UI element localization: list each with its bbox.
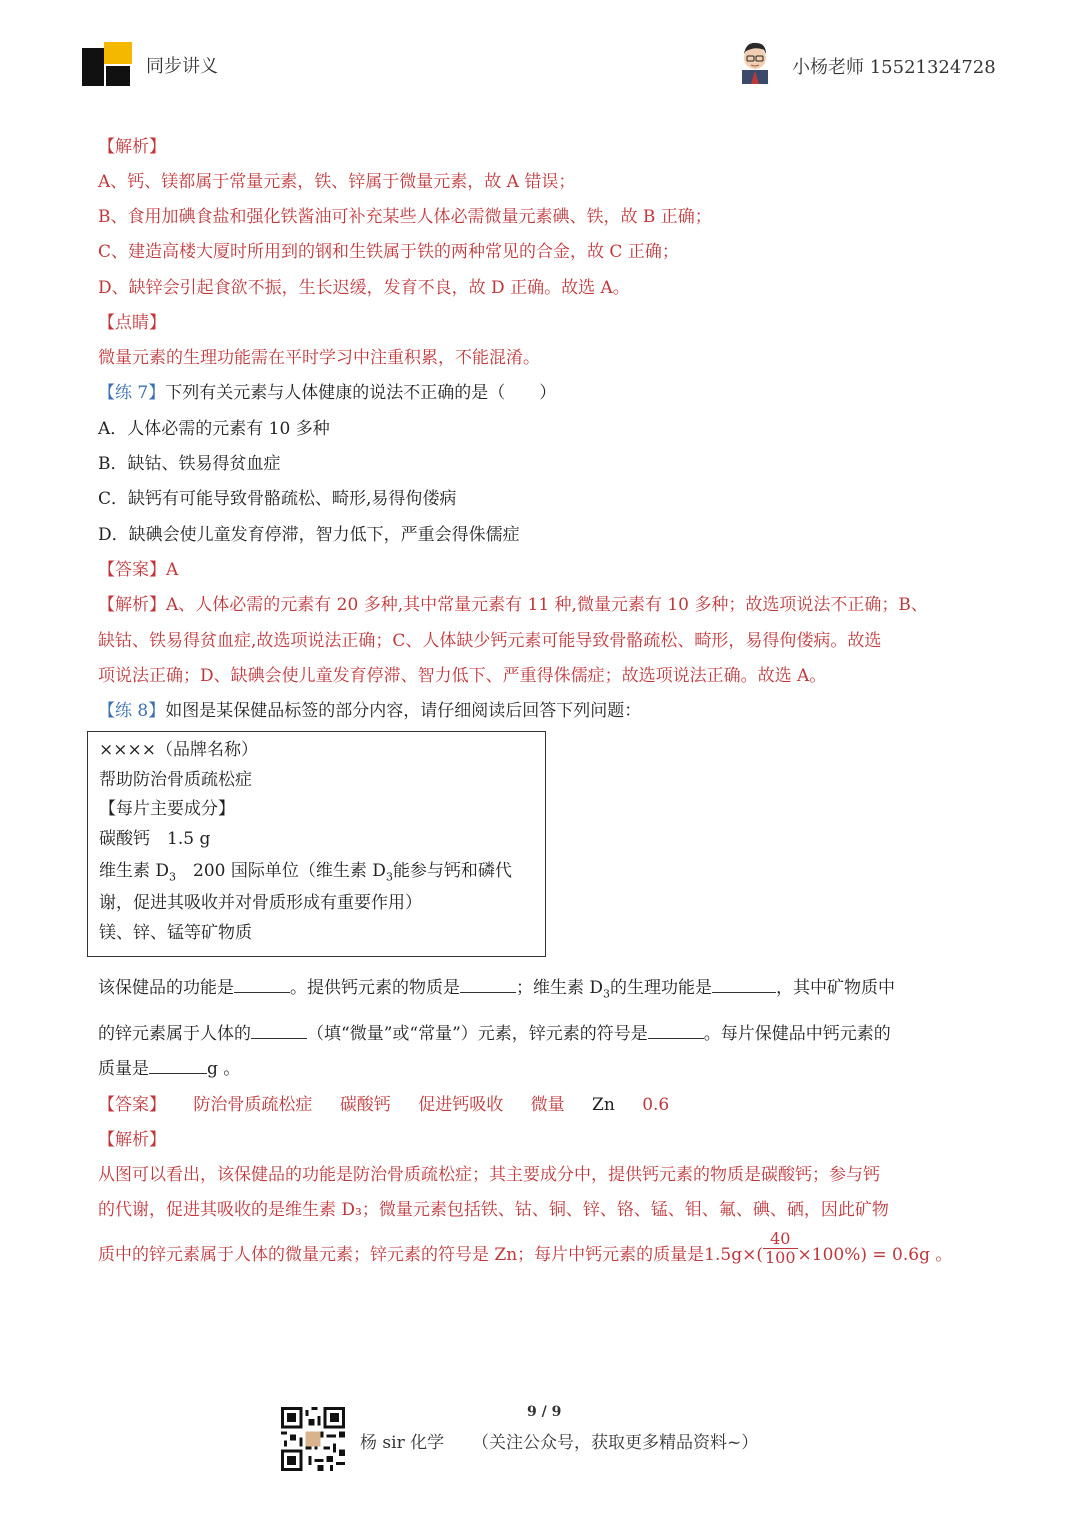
question-8-stem <box>98 700 641 722</box>
answer-tag: 【答案】 <box>98 560 166 580</box>
label-minerals: 镁、锌、锰等矿物质 <box>99 923 252 943</box>
answer-value: 碳酸钙 <box>339 1095 391 1115</box>
answer-blank[interactable] <box>251 1022 307 1039</box>
question-8-text: 如图是某保健品标签的部分内容，请仔细阅读后回答下列问题： <box>165 701 642 721</box>
answer-blank[interactable] <box>234 976 290 993</box>
fill-line-3: 质量是 g 。 <box>98 1059 241 1079</box>
page-number: 9 / 9 <box>527 1404 562 1420</box>
option-d: D．缺碘会使儿童发育停滞，智力低下，严重会得侏儒症 <box>98 525 520 545</box>
analysis-line: A、钙、镁都属于常量元素，铁、锌属于微量元素，故 A 错误； <box>98 172 576 192</box>
analysis-line: 缺钴、铁易得贫血症,故选项说法正确；C、人体缺少钙元素可能导致骨骼疏松、畸形，易得佝偻病。故选 <box>98 631 882 651</box>
analysis-tag: 【解析】 <box>98 595 166 615</box>
answer-tag: 【答案】 <box>98 1095 166 1115</box>
tip-tag: 【点睛】 <box>98 313 166 333</box>
answer-blank[interactable] <box>712 976 776 993</box>
teacher-contact: 小杨老师 15521324728 <box>792 57 996 78</box>
analysis-tag: 【解析】 <box>98 1130 166 1150</box>
label-calcium: 碳酸钙 1.5 g <box>99 829 211 849</box>
answer-value: 微量 <box>530 1095 565 1115</box>
option-b: B．缺钴、铁易得贫血症 <box>98 454 281 474</box>
vitamin-d-subscript: 3 <box>169 870 177 884</box>
question-7-tag: 【练 7】 <box>98 383 166 403</box>
answer-value: 防治骨质疏松症 <box>193 1095 313 1115</box>
analysis-line: B、食用加碘食盐和强化铁酱油可补充某些人体必需微量元素碘、铁，故 B 正确； <box>98 207 712 227</box>
header-title: 同步讲义 <box>146 56 218 77</box>
fill-line-1: 该保健品的功能是 。提供钙元素的物质是 ；维生素 $D_3$的生理功能是 ，其中矿物质中 <box>98 978 896 1001</box>
vitamin-d-name: 维生素 D <box>99 861 170 881</box>
qr-code-icon <box>281 1407 345 1471</box>
label-vitamin-d <box>99 860 512 888</box>
analysis-line: 项说法正确；D、缺碘会使儿童发育停滞、智力低下、严重得侏儒症；故选项说法正确。故选 A。 <box>98 666 827 686</box>
teacher-avatar-icon <box>736 38 774 84</box>
answer-blank[interactable] <box>149 1057 207 1074</box>
footer-account: 杨 sir 化学 <box>360 1433 445 1453</box>
question-7-text: 下列有关元素与人体健康的说法不正确的是（ ） <box>165 383 557 403</box>
label-use: 帮助防治骨质疏松症 <box>99 770 252 790</box>
question-8-tag: 【练 8】 <box>98 701 166 721</box>
tip-text: 微量元素的生理功能需在平时学习中注重积累，不能混淆。 <box>98 348 540 368</box>
answer-value: 0.6 <box>642 1095 670 1115</box>
formula-suffix: ×100%) = 0.6g 。 <box>797 1245 953 1265</box>
brand-logo <box>82 42 134 86</box>
answer-value: A <box>166 560 179 580</box>
option-a: A．人体必需的元素有 10 多种 <box>98 419 330 439</box>
analysis-line: C、建造高楼大厦时所用到的钢和生铁属于铁的两种常见的合金，故 C 正确； <box>98 242 679 262</box>
fill-line-2: 的锌元素属于人体的 （填“微量”或“常量”）元素，锌元素的符号是 。每片保健品中钙元素的 <box>98 1024 891 1044</box>
analysis-line: 从图可以看出，该保健品的功能是防治骨质疏松症；其主要成分中，提供钙元素的物质是碳酸钙；参与钙 <box>98 1165 880 1185</box>
question-7-answer <box>98 559 178 581</box>
analysis-line: 的代谢，促进其吸收的是维生素 D₃；微量元素包括铁、钴、铜、锌、铬、锰、钼、氟、碘、硒，因此矿物 <box>98 1200 889 1220</box>
vitamin-d-text: 200 国际单位（维生素 D <box>176 861 386 881</box>
label-ingredients-title: 【每片主要成分】 <box>99 799 235 819</box>
answer-blank[interactable] <box>460 976 516 993</box>
answer-blank[interactable] <box>648 1022 704 1039</box>
question-8-answer <box>98 1094 669 1116</box>
footer-note: （关注公众号，获取更多精品资料~） <box>472 1433 759 1453</box>
label-brand: ××××（品牌名称） <box>99 740 258 760</box>
analysis-line: A、人体必需的元素有 20 多种,其中常量元素有 11 种,微量元素有 10 多种；故选项说法不正确；B、 <box>166 595 928 615</box>
question-7-stem <box>98 382 556 404</box>
analysis-line-formula: 质中的锌元素属于人体的微量元素；锌元素的符号是 Zn；每片中钙元素的质量是1.5g×( $\frac{40}{100}$ ×100%) = 0.6g 。 <box>98 1229 953 1267</box>
analysis-line: D、缺锌会引起食欲不振，生长迟缓，发育不良，故 D 正确。故选 A。 <box>98 278 630 298</box>
option-c: C．缺钙有可能导致骨骼疏松、畸形,易得佝偻病 <box>98 489 457 509</box>
analysis-tag: 【解析】 <box>98 137 166 157</box>
question-7-analysis <box>98 594 928 616</box>
vitamin-d-subscript: 3 <box>385 870 393 884</box>
product-label-box <box>87 731 546 957</box>
vitamin-d-text: 能参与钙和磷代 <box>392 861 512 881</box>
answer-value: 促进钙吸收 <box>418 1095 504 1115</box>
label-vitamin-d-cont: 谢，促进其吸收并对骨质形成有重要作用） <box>99 893 422 913</box>
answer-value: Zn <box>592 1095 615 1115</box>
formula-prefix: 1.5g×( <box>704 1245 763 1265</box>
formula-fraction: $\frac{40}{100}$ <box>764 1229 796 1267</box>
